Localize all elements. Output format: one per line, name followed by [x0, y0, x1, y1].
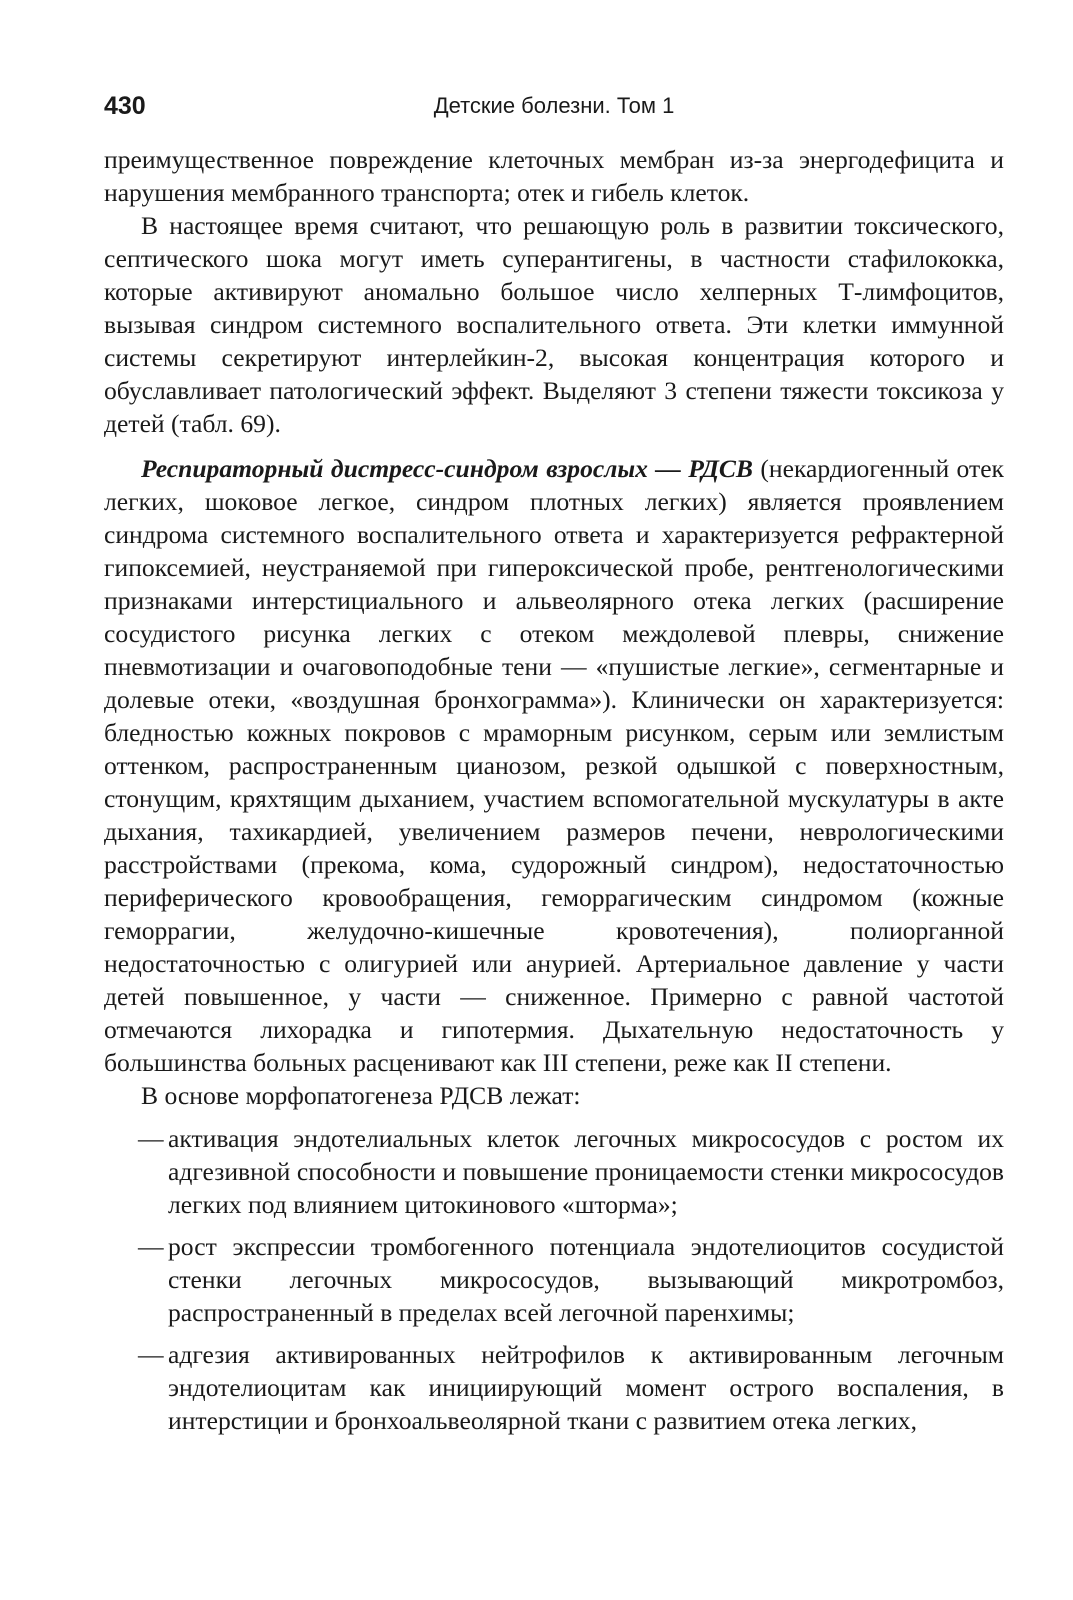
- list-dash: —: [138, 1124, 164, 1153]
- paragraph-continuation: преимущественное повреждение клеточных мембран из-за энергодефицита и нарушения мембранного транспорта; отек и гибель клеток.: [104, 145, 1004, 207]
- list-item: [104, 1338, 1004, 1437]
- paragraph-superantigens: В настоящее время считают, что решающую роль в развитии токсического, септического шока могут иметь суперантигены, в частности стафилококка, которые активируют аномально большое число хелперных Т-лимфоцитов, вызывая синдром системного воспалительного ответа. Эти клетки иммунной системы секретируют интерлейкин-2, высокая концентрация которого и обуславливает патологический эффект. Выделяют 3 степени тяжести токсикоза у детей (табл. 69).: [104, 211, 1004, 438]
- book-page: [104, 88, 1004, 1446]
- paragraph-rdsv-text: (некардиогенный отек легких, шоковое легкое, синдром плотных легких) является проявлением синдрома системного воспалительного ответа и характеризуется рефрактерной гипоксемией, неустраняемой при гипероксической пробе, рентгенологическими признаками интерстициального и альвеолярного отека легких (расширение сосудистого рисунка легких с отеком междолевой плевры, снижение пневмотизации и очаговоподобные тени — «пушистые легкие», сегментарные и долевые отеки, «воздушная бронхограмма»). Клинически он характеризуется: бледностью кожных покровов с мраморным рисунком, серым или землистым оттенком, распространенным цианозом, резкой одышкой с поверхностным, стонущим, кряхтящим дыханием, участием вспомогательной мускулатуры в акте дыхания, тахикардией, увеличением размеров печени, неврологическими расстройствами (прекома, кома, судорожный синдром), недостаточностью периферического кровообращения, геморрагическим синдромом (кожные геморрагии, желудочно-кишечные кровотечения), полиорганной недостаточностью с олигурией или анурией. Артериальное давление у части детей повышенное, у части — сниженное. Примерно с равной частотой отмечаются лихорадка и гипотермия. Дыхательную недостаточность у большинства больных расценивают как III степени, реже как II степени.: [104, 454, 1004, 1077]
- list-item-text: активация эндотелиальных клеток легочных микрососудов с ростом их адгезивной способности и повышение проницаемости стенки микрососудов легких под влиянием цитокинового «шторма»;: [168, 1124, 1004, 1219]
- list-item-text: адгезия активированных нейтрофилов к активированным легочным эндотелиоцитам как инициирующий момент острого воспаления, в интерстиции и бронхоальвеолярной ткани с развитием отека легких,: [168, 1340, 1004, 1435]
- mechanism-list: [104, 1122, 1004, 1437]
- list-dash: —: [138, 1340, 164, 1369]
- body-text: [104, 143, 1004, 1437]
- page-header: [104, 88, 1004, 124]
- list-item: [104, 1230, 1004, 1329]
- page-number: 430: [104, 92, 146, 120]
- running-title: Детские болезни. Том 1: [433, 93, 675, 118]
- list-dash: —: [138, 1232, 164, 1261]
- list-item-text: рост экспрессии тромбогенного потенциала эндотелиоцитов сосудистой стенки легочных микрососудов, вызывающий микротромбоз, распространенный в пределах всей легочной паренхимы;: [168, 1232, 1004, 1327]
- paragraph-rdsv: [104, 452, 1004, 1079]
- paragraph-morphopathogenesis: В основе морфопатогенеза РДСВ лежат:: [141, 1081, 581, 1110]
- list-item: [104, 1122, 1004, 1221]
- term-rdsv: Респираторный дистресс-синдром взрослых — РДСВ: [141, 454, 754, 483]
